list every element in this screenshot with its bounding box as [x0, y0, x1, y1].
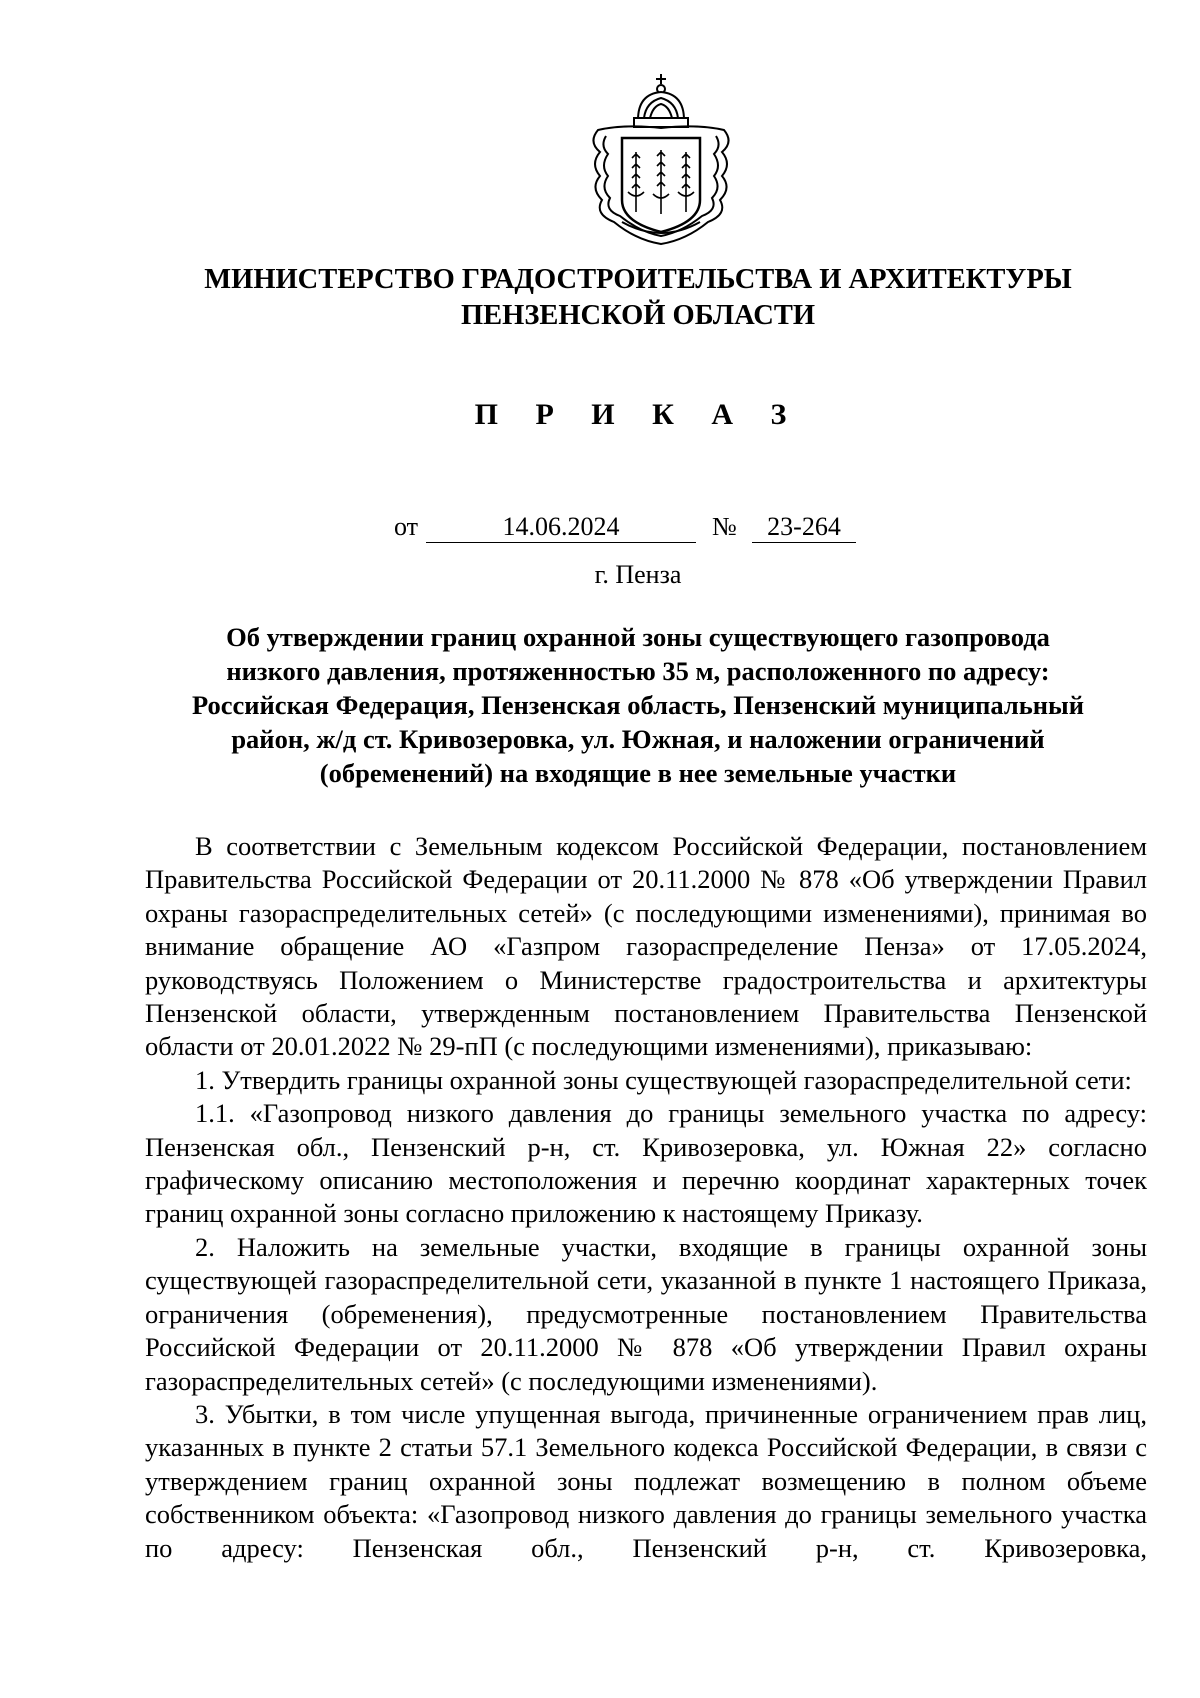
preamble-paragraph: В соответствии с Земельным кодексом Российской Федерации, постановлением Правительства Российской Федерации от 20.11.2000 № 878 «Об утверждении Правил охраны газораспределительных сетей» (с последующими изменениями), принимая во внимание обращение АО «Газпром газораспределение Пенза» от 17.05.2024, руководствуясь Положением о Министерстве градостроительства и архитектуры Пензенской области, утвержденным постановлением Правительства Пензенской области от 20.01.2022 № 29-пП (с последующими изменениями), приказываю:	[145, 831, 1147, 1062]
ministry-name	[0, 262, 1200, 334]
date-prefix: от	[394, 512, 419, 541]
clause-1-1-paragraph: 1.1. «Газопровод низкого давления до границы земельного участка по адресу: Пензенская обл., Пензенский р-н, ст. Кривозеровка, ул. Южная 22» согласно графическому описанию местоположения и перечню координат характерных точек границ охранной зоны согласно приложению к настоящему Приказу.	[145, 1098, 1147, 1229]
ministry-name-line1: МИНИСТЕРСТВО ГРАДОСТРОИТЕЛЬСТВА И АРХИТЕКТУРЫ	[204, 264, 1072, 295]
clause-1-paragraph: 1. Утвердить границы охранной зоны существующей газораспределительной сети:	[195, 1064, 1132, 1095]
subject-line: район, ж/д ст. Кривозеровка, ул. Южная, и наложении ограничений	[231, 724, 1045, 754]
order-number: 23-264	[752, 512, 856, 543]
number-prefix: №	[712, 512, 737, 541]
subject-line: низкого давления, протяженностью 35 м, расположенного по адресу:	[226, 656, 1050, 686]
coat-of-arms-emblem	[578, 72, 744, 248]
order-body	[145, 830, 1147, 1565]
subject-line: Об утверждении границ охранной зоны существующего газопровода	[226, 622, 1050, 652]
subject-line: Российская Федерация, Пензенская область, Пензенский муниципальный	[191, 690, 1085, 720]
ministry-name-line2: ПЕНЗЕНСКОЙ ОБЛАСТИ	[460, 300, 816, 331]
clause-2-paragraph: 2. Наложить на земельные участки, входящие в границы охранной зоны существующей газораспределительной сети, указанной в пункте 1 настоящего Приказа, ограничения (обременения), предусмотренные постановлением Правительства Российской Федерации от 20.11.2000 № 878 «Об утверждении Правил охраны газораспределительных сетей» (с последующими изменениями).	[145, 1231, 1147, 1396]
document-type-title: П Р И К А З	[474, 398, 802, 431]
clause-3-paragraph: 3. Убытки, в том числе упущенная выгода, причиненные ограничением прав лиц, указанных в пункте 2 статьи 57.1 Земельного кодекса Российской Федерации, в связи с утверждением границ охранной зоны подлежат возмещению в полном объеме собственником объекта: «Газопровод низкого давления до границы земельного участка по адресу: Пензенская обл., Пензенский р-н, ст. Кривозеровка,	[145, 1398, 1147, 1563]
order-subject	[0, 620, 1200, 790]
order-date: 14.06.2024	[426, 512, 696, 543]
order-city: г. Пенза	[594, 560, 682, 589]
subject-line: (обременений) на входящие в нее земельные участки	[319, 758, 957, 788]
